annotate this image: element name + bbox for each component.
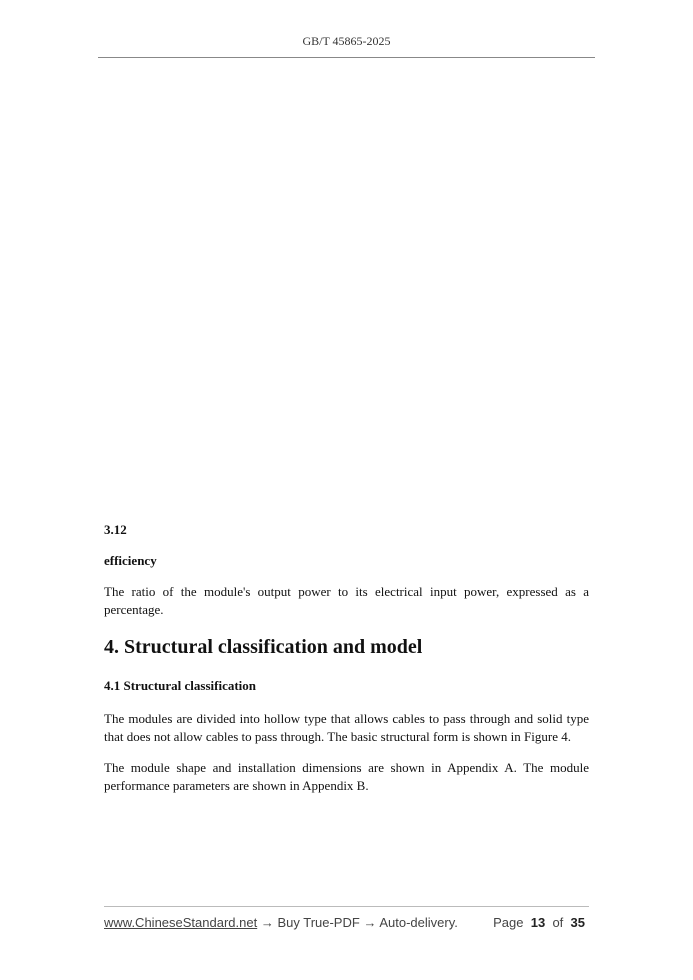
paragraph: The modules are divided into hollow type that allows cables to pass through and solid type that does not allow cables to pass through. The basic structural form is shown in Figure 4. [104, 711, 589, 744]
paragraph: The module shape and installation dimensions are shown in Appendix A. The module performance parameters are shown in Appendix B. [104, 760, 589, 793]
page-current: 13 [530, 915, 546, 930]
header-divider [98, 57, 595, 58]
section-heading: 4. Structural classification and model [104, 636, 423, 658]
arrow-right-icon: → [363, 915, 377, 930]
site-link[interactable]: www.ChineseStandard.net [104, 915, 258, 930]
subsection-heading: 4.1 Structural classification [104, 678, 257, 693]
document-body [104, 518, 589, 795]
delivery-text: Auto-delivery. [379, 915, 458, 930]
standard-code: GB/T 45865-2025 [302, 34, 391, 48]
clause-number: 3.12 [104, 522, 127, 537]
page-header [0, 34, 693, 49]
term-title: efficiency [104, 553, 157, 568]
page-total: 35 [570, 915, 585, 930]
page-label: Page [493, 915, 524, 930]
page-number [493, 915, 585, 930]
term-definition: The ratio of the module's output power to its electrical input power, expressed as a percentage. [104, 584, 589, 617]
page-footer [104, 915, 585, 935]
footer-promo [104, 915, 458, 930]
footer-divider [104, 906, 589, 907]
buy-text: Buy True-PDF [277, 915, 360, 930]
arrow-right-icon: → [260, 915, 274, 930]
page-of-label: of [552, 915, 564, 930]
